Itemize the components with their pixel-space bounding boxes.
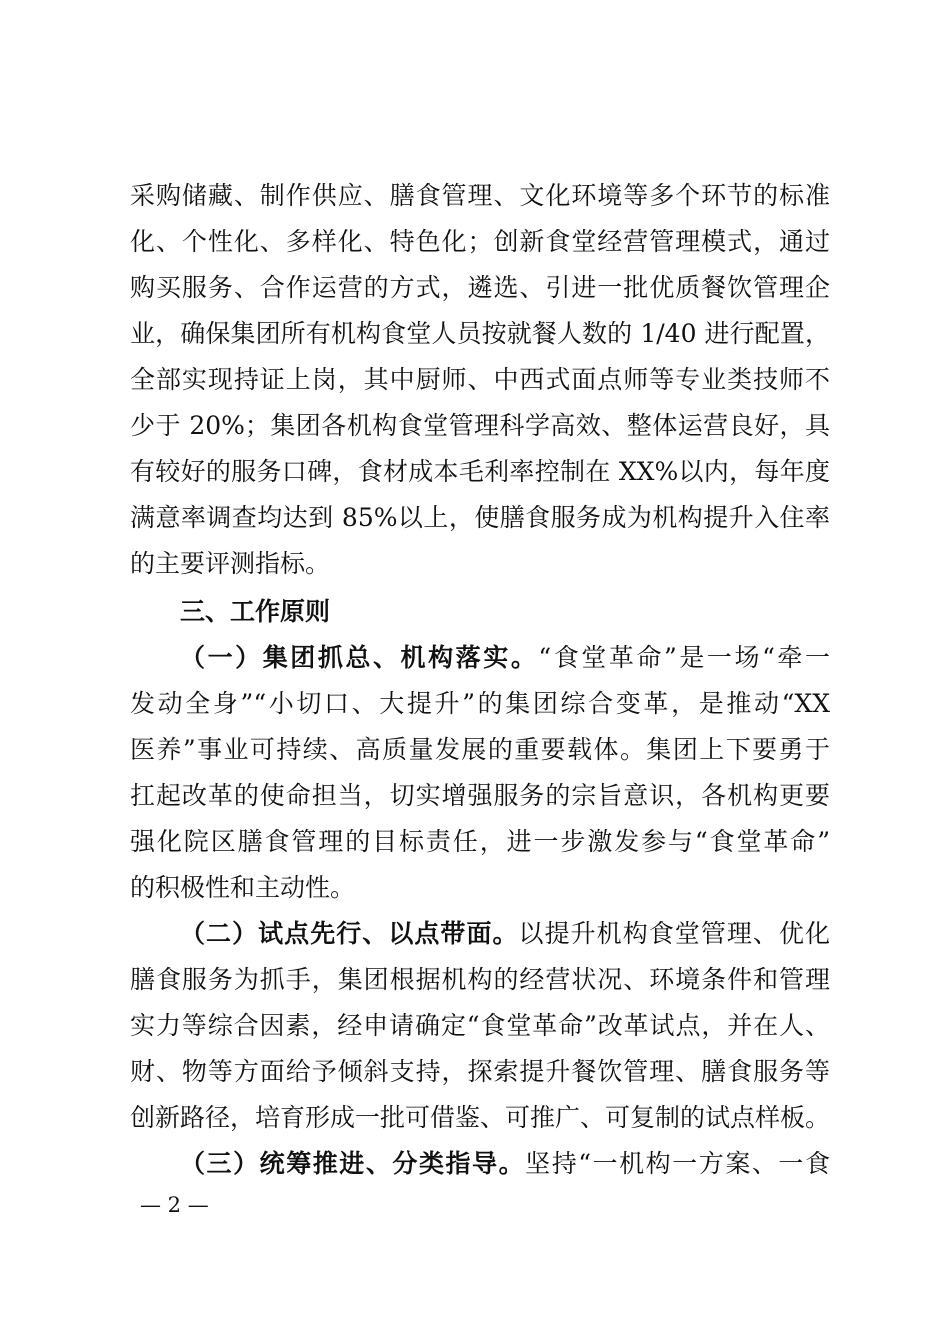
principle-title: （一）集团抓总、机构落实。 [180, 643, 539, 672]
body-text-line: 实力等综合因素，经申请确定“食堂革命”改革试点，并在人、 [130, 1011, 830, 1040]
body-text-line: 少于 20%；集团各机构食堂管理科学高效、整体运营良好，具 [130, 411, 830, 440]
principle-text: 以提升机构食堂管理、优化 [518, 919, 830, 948]
body-text-line: 业，确保集团所有机构食堂人员按就餐人数的 1/40 进行配置， [130, 319, 830, 348]
page-number: — 2 — [140, 1193, 209, 1217]
body-text-line: 有较好的服务口碑，食材成本毛利率控制在 XX%以内，每年度 [130, 457, 830, 486]
principle-first-line [180, 638, 830, 678]
body-text-line: 采购储藏、制作供应、膳食管理、文化环境等多个环节的标准 [130, 181, 830, 210]
principle-title: （三）统筹推进、分类指导。 [180, 1149, 526, 1178]
principle-text: “食堂革命”是一场“牵一 [538, 643, 830, 672]
body-text-line: 强化院区膳食管理的目标责任，进一步激发参与“食堂革命” [130, 827, 830, 856]
principle-first-line [180, 914, 830, 954]
body-text-line: 全部实现持证上岗，其中厨师、中西式面点师等专业类技师不 [130, 365, 830, 394]
body-text-line: 财、物等方面给予倾斜支持，探索提升餐饮管理、膳食服务等 [130, 1057, 830, 1086]
body-text-line: 满意率调查均达到 85%以上，使膳食服务成为机构提升入住率 [130, 503, 830, 532]
principle-first-line [180, 1144, 830, 1184]
body-text-line: 扛起改革的使命担当，切实增强服务的宗旨意识，各机构更要 [130, 781, 830, 810]
body-text-line: 膳食服务为抓手，集团根据机构的经营状况、环境条件和管理 [130, 965, 830, 994]
body-text-line: 的主要评测指标。 [130, 549, 331, 578]
section-heading: 三、工作原则 [180, 597, 331, 626]
body-text-line: 化、个性化、多样化、特色化；创新食堂经营管理模式，通过 [130, 227, 830, 256]
body-text-line: 购买服务、合作运营的方式，遴选、引进一批优质餐饮管理企 [130, 273, 830, 302]
body-text-line: 发动全身”“小切口、大提升”的集团综合变革，是推动“XX [130, 689, 830, 718]
body-text-line: 医养”事业可持续、高质量发展的重要载体。集团上下要勇于 [130, 735, 830, 764]
body-text-line: 的积极性和主动性。 [130, 873, 356, 902]
body-text-line: 创新路径，培育形成一批可借鉴、可推广、可复制的试点样板。 [130, 1103, 831, 1132]
principle-title: （二）试点先行、以点带面。 [180, 919, 519, 948]
principle-text: 坚持“一机构一方案、一食 [525, 1149, 830, 1178]
